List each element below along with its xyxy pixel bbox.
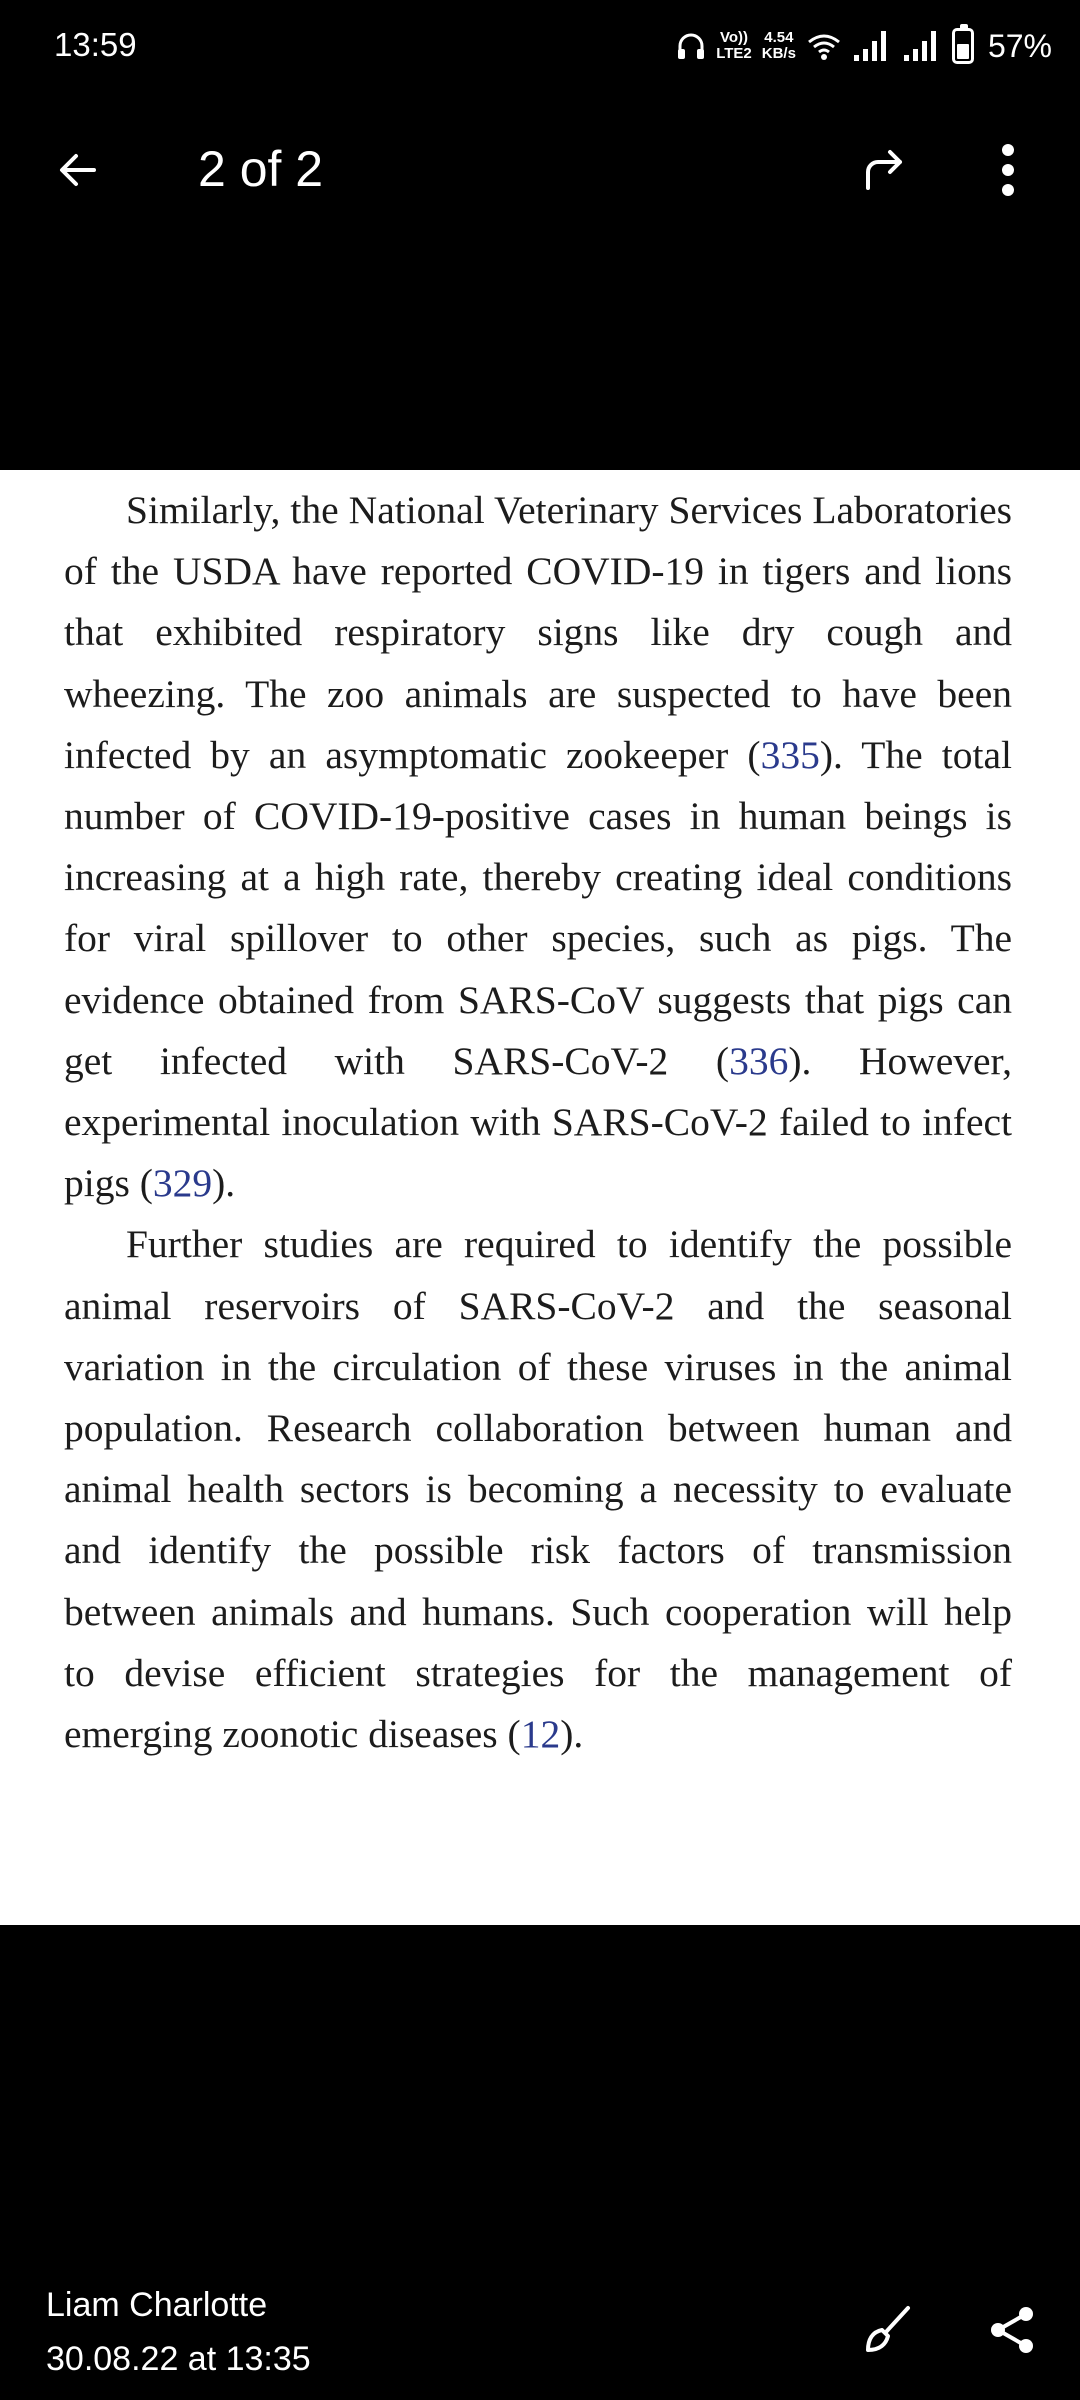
network-speed-unit: KB/s	[761, 45, 796, 62]
status-bar	[0, 0, 1080, 92]
paragraph-1-text-b: ). The total number of COVID-19-positive cases in human beings is increasing at a high rate, thereby creating ideal conditions for viral spillover to other species, such as pigs. The evidence obtained from SARS-CoV suggests that pigs can get infected with SARS-CoV-2 (	[64, 732, 1012, 1083]
volte-bottom: LTE2	[716, 45, 752, 62]
network-speed	[762, 30, 796, 62]
status-time: 13:59	[54, 26, 137, 63]
signal-icon-sim1	[852, 29, 892, 63]
paragraph-1-text-a: Similarly, the National Veterinary Services Laboratories of the USDA have reported COVID-19 in tigers and lions that exhibited respiratory signs like dry cough and wheezing. The zoo animals are suspected to have been infected by an asymptomatic zookeeper (	[64, 488, 1012, 777]
back-arrow-icon	[54, 146, 102, 194]
citation-336: 336	[729, 1038, 789, 1083]
status-icons	[676, 18, 1052, 74]
signal-icon-sim2	[902, 29, 942, 63]
paragraph-2-text-b: ).	[560, 1712, 584, 1757]
battery-icon	[952, 28, 974, 64]
author-name: Liam Charlotte	[46, 2286, 268, 2324]
brush-icon	[856, 2300, 916, 2360]
paragraph-1-text-d: ).	[212, 1161, 236, 1206]
bottom-bar	[0, 2260, 1080, 2400]
paragraph-1	[64, 480, 1012, 1214]
network-speed-value: 4.54	[764, 29, 794, 46]
message-timestamp: 30.08.22 at 13:35	[46, 2340, 311, 2378]
page-counter-title: 2 of 2	[198, 141, 324, 197]
paragraph-1-text-c: ). However, experimental inoculation with SARS-CoV-2 failed to infect pigs (	[64, 1038, 1012, 1206]
citation-329: 329	[152, 1161, 213, 1206]
citation-335: 335	[760, 732, 820, 777]
more-options-button[interactable]	[970, 132, 1046, 208]
document-page[interactable]	[0, 470, 1080, 1925]
share-icon	[984, 2302, 1040, 2358]
battery-fill	[957, 44, 969, 59]
wifi-icon	[806, 30, 842, 62]
more-vert-icon	[998, 140, 1018, 200]
citation-12: 12	[520, 1712, 561, 1757]
back-button[interactable]	[40, 132, 116, 208]
headphones-icon	[676, 31, 706, 61]
viewer-toolbar	[0, 110, 1080, 220]
document-text	[64, 480, 1012, 1765]
battery-percent: 57%	[987, 27, 1052, 64]
paragraph-2	[64, 1214, 1012, 1765]
volte-indicator	[716, 30, 752, 62]
share-button[interactable]	[972, 2290, 1052, 2370]
forward-button[interactable]	[846, 132, 922, 208]
volte-top: Vo))	[719, 29, 748, 46]
paragraph-2-text-a: Further studies are required to identify the possible animal reservoirs of SARS-CoV-2 and the seasonal variation in the circulation of these viruses in the animal population. Research collaboration between human and animal health sectors is becoming a necessity to evaluate and identify the possible risk factors of transmission between animals and humans. Such cooperation will help to devise efficient strategies for the management of emerging zoonotic diseases (	[64, 1222, 1012, 1757]
forward-share-icon	[858, 144, 910, 196]
edit-button[interactable]	[846, 2290, 926, 2370]
